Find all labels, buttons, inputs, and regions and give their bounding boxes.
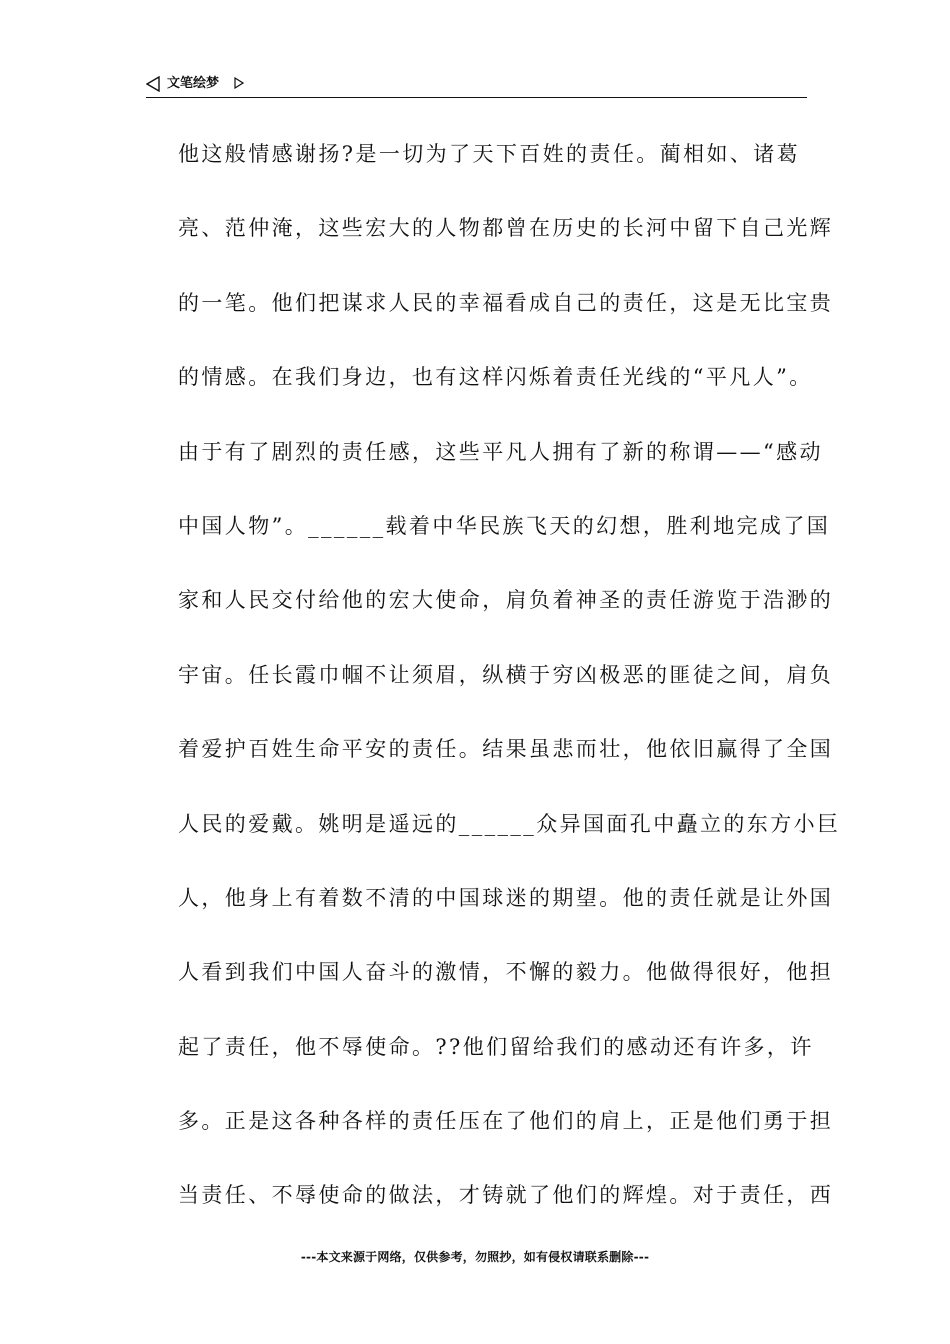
text-line: 他这般情感谢扬?是一切为了天下百姓的责任。蔺相如、诸葛 (178, 142, 801, 166)
text-line: 人民的爱戴。姚明是遥远的______众异国面孔中矗立的东方小巨 (178, 811, 841, 836)
text-line: 多。正是这各种各样的责任压在了他们的肩上，正是他们勇于担 (178, 1109, 834, 1134)
footer-disclaimer: ---本文来源于网络，仅供参考，勿照抄，如有侵权请联系删除--- (300, 1250, 650, 1264)
text-line: 中国人物”。______载着中华民族飞天的幻想，胜利地完成了国 (178, 513, 831, 538)
page-header (146, 72, 806, 98)
header-title: 文笔绘梦 (167, 76, 220, 91)
text-line: 由于有了剧烈的责任感，这些平凡人拥有了新的称谓——“感动 (178, 439, 823, 464)
text-line: 人，他身上有着数不清的中国球迷的期望。他的责任就是让外国 (178, 885, 834, 910)
text-line: 的一笔。他们把谋求人民的幸福看成自己的责任，这是无比宝贵 (178, 290, 834, 315)
text-line: 起了责任，他不辱使命。??他们留给我们的感动还有许多，许 (178, 1034, 814, 1059)
text-line: 宇宙。任长霞巾帼不让须眉，纵横于穷凶极恶的匪徒之间，肩负 (178, 662, 834, 687)
document-body (178, 128, 841, 1244)
header-divider (146, 97, 807, 98)
text-line: 人看到我们中国人奋斗的激情，不懈的毅力。他做得很好，他担 (178, 960, 834, 985)
text-line: 着爱护百姓生命平安的责任。结果虽悲而壮，他依旧赢得了全国 (178, 737, 834, 762)
text-line: 当责任、不辱使命的做法，才铸就了他们的辉煌。对于责任，西 (178, 1183, 834, 1208)
text-line: 亮、范仲淹，这些宏大的人物都曾在历史的长河中留下自己光辉 (178, 216, 834, 241)
triangle-left-outline-icon (146, 76, 160, 92)
text-line: 的情感。在我们身边，也有这样闪烁着责任光线的“平凡人”。 (178, 365, 813, 390)
text-line: 家和人民交付给他的宏大使命，肩负着神圣的责任游览于浩渺的 (178, 588, 834, 613)
triangle-right-outline-icon (234, 77, 244, 89)
